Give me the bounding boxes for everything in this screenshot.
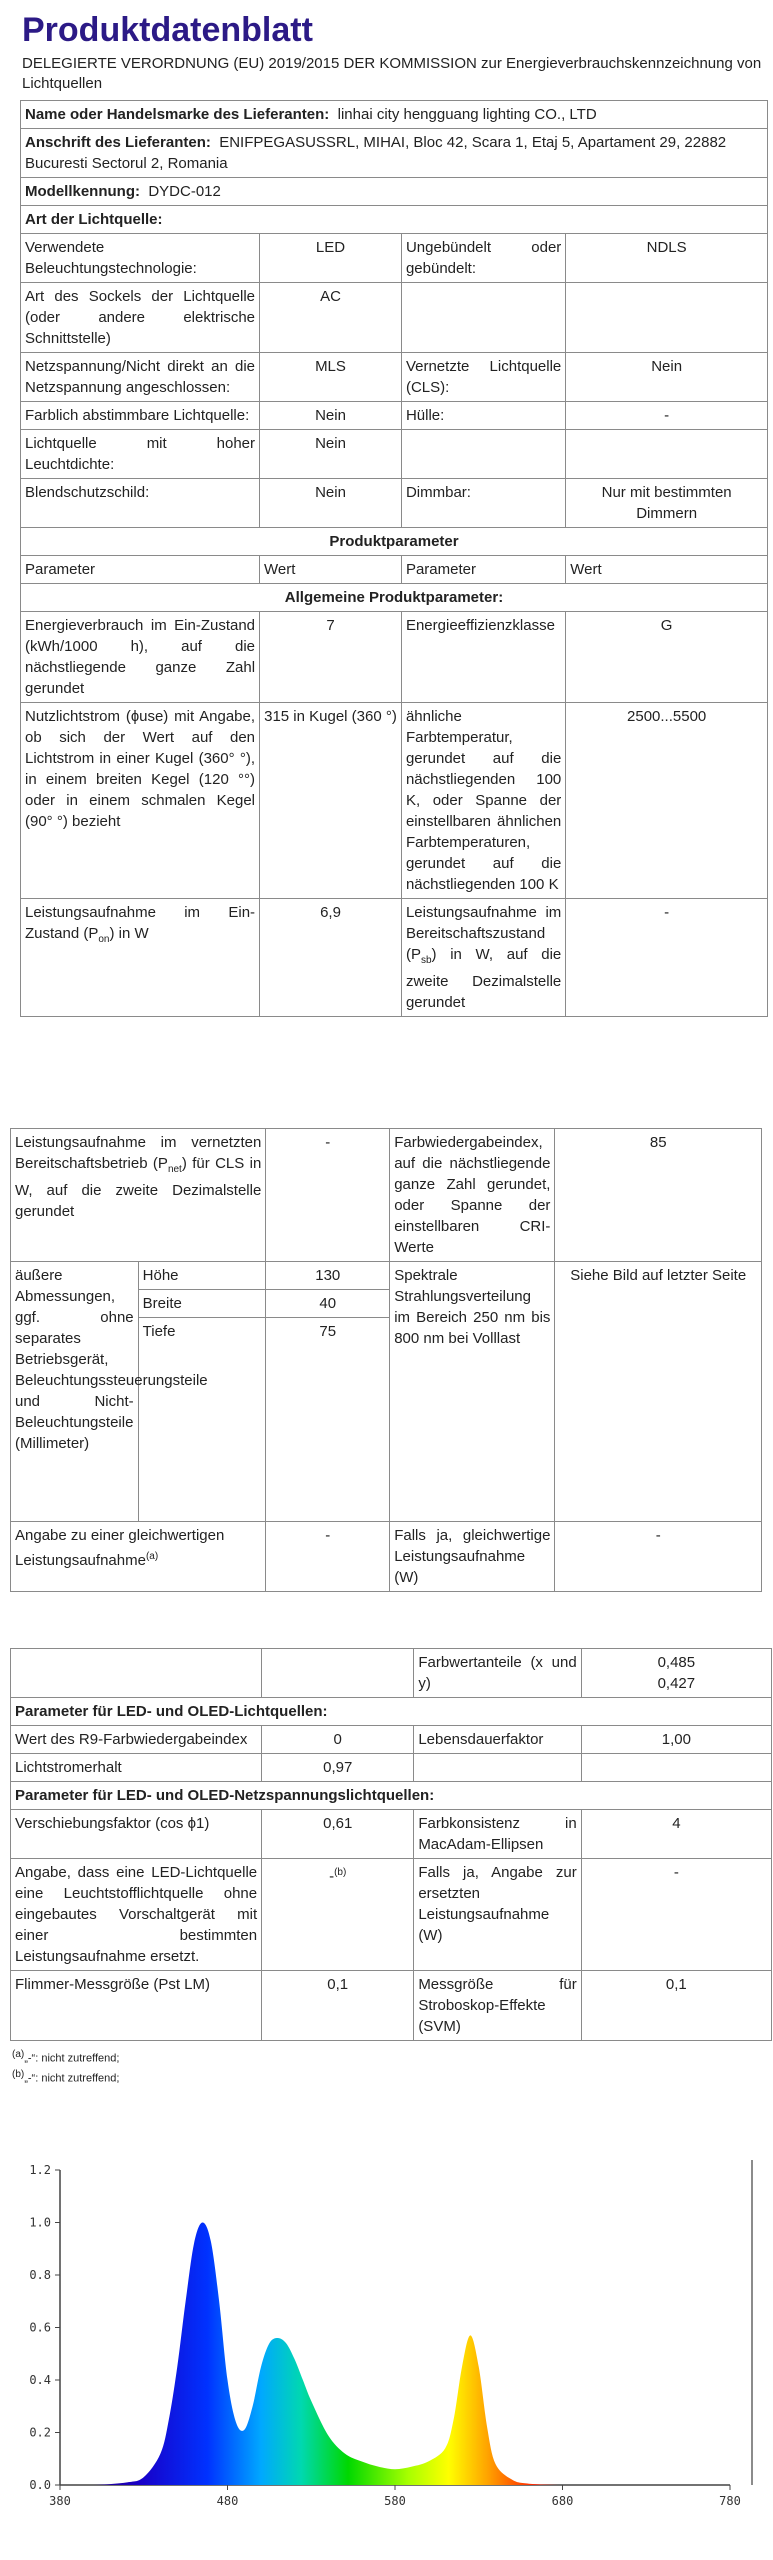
table-row: Verschiebungsfaktor (cos ϕ1) 0,61 Farbkonsistenz in MacAdam-Ellipsen 4 [11,1810,772,1859]
spectrum-svg [0,2125,773,2555]
mains-params-heading: Parameter für LED- und OLED-Netzspannungslichtquellen: [11,1782,772,1810]
product-sheet [20,6,768,1017]
table-row: Art des Sockels der Lichtquelle (oder andere elektrische Schnittstelle) AC [21,283,768,353]
general-params-heading: Allgemeine Produktparameter: [21,584,768,612]
table-row: Farblich abstimmbare Lichtquelle: Nein Hülle: - [21,402,768,430]
y-tick-label: 0.0 [29,2478,51,2492]
y-tick-label: 0.4 [29,2373,51,2387]
table-row: Blendschutzschild: Nein Dimmbar: Nur mit bestimmten Dimmern [21,479,768,528]
product-params-heading: Produktparameter [21,528,768,556]
info-table [20,100,768,1017]
model-row: Modellkennung: DYDC-012 [21,178,768,206]
x-tick-label: 580 [384,2494,406,2508]
table-row: Lichtstromerhalt 0,97 [11,1754,772,1782]
y-tick-label: 0.8 [29,2268,51,2282]
y-tick-label: 0.6 [29,2320,51,2335]
table-row: Angabe zu einer gleichwertigen Leistungsaufnahme$^{(a)}$ - Falls ja, gleichwertige Leistungsaufnahme (W) - [11,1522,762,1592]
x-tick-label: 680 [551,2494,574,2508]
y-tick-label: 1.2 [29,2163,51,2177]
table-row: Leistungsaufnahme im Ein-Zustand $(P_{on})$ in W 6,9 Leistungsaufnahme im Bereitschaftszustand $(P_{sb})$ in W, auf die zweite Dezimalstelle gerundet - [21,899,768,1017]
table-row: Farbwertanteile (x und y) 0,485 0,427 [11,1649,772,1698]
x-tick-label: 780 [719,2494,741,2508]
lightsource-type-heading: Art der Lichtquelle: [21,206,768,234]
table-row: Leistungsaufnahme im vernetzten Bereitschaftsbetrieb $(P_{net})$ für CLS in W, auf die zweite Dezimalstelle gerundet - Farbwiedergabeindex, auf die nächstliegende ganze Zahl gerundet, oder Spanne der einstellbaren CRI-Werte 85 [11,1129,762,1262]
table-row: Tiefe 75 [11,1318,762,1522]
page-title: Produktdatenblatt [22,11,313,49]
table-row: Angabe, dass eine LED-Lichtquelle eine Leuchtstofflichtquelle ohne eingebautes Vorschaltgerät mit einer bestimmten Leistungsaufnahme ersetzt. -$^{(b)}$ Falls ja, Angabe zur ersetzten Leistungsaufnahme (W) - [11,1859,772,1971]
supplier-address-row: Anschrift des Lieferanten: ENIFPEGASUSSRL, MIHAI, Bloc 42, Scara 1, Etaj 5, Apartament 29, 22882 Bucuresti Sectorul 2, Romania [21,129,768,178]
x-tick-label: 480 [216,2494,239,2508]
y-tick-label: 1.0 [29,2215,51,2230]
params-table-3 [10,1648,772,2086]
table-row: äußere Abmessungen, ggf. ohne separates Betriebsgerät, Beleuchtungssteuerungsteile und Nicht-Beleuchtungsteile (Millimeter) Höhe 130 Spektrale Strahlungsverteilung im Bereich 250 nm bis 800 nm bei Volllast Siehe Bild auf letzter Seite [11,1262,762,1290]
table-row: Nutzlichtstrom (ɸuse) mit Angabe, ob sich der Wert auf den Lichtstrom in einer Kugel (360° °), in einem breiten Kegel (120 °°) oder in einem schmalen Kegel (90° °) bezieht 315 in Kugel (360 °) ähnliche Farbtemperatur, gerundet auf die nächstliegenden 100 K, oder Spanne der einstellbaren ähnlichen Farbtemperaturen, gerundet auf die nächstliegenden 100 K 2500...5500 [21,703,768,899]
table-row: Verwendete Beleuchtungstechnologie: LED Ungebündelt oder gebündelt: NDLS [21,234,768,283]
table-header-row: Parameter Wert Parameter Wert [21,556,768,584]
spectrum-chart [0,2125,773,2555]
table-row: Breite 40 [11,1290,762,1318]
table-row: Wert des R9-Farbwiedergabeindex 0 Lebensdauerfaktor 1,00 [11,1726,772,1754]
table-row: Lichtquelle mit hoher Leuchtdichte: Nein [21,430,768,479]
led-params-heading: Parameter für LED- und OLED-Lichtquellen: [11,1698,772,1726]
params-table-2 [10,1128,762,1592]
x-tick-label: 380 [49,2494,71,2508]
supplier-name-row: Name oder Handelsmarke des Lieferanten: linhai city hengguang lighting CO., LTD [21,101,768,129]
table-row: Flimmer-Messgröße (Pst LM) 0,1 Messgröße für Stroboskop-Effekte (SVM) 0,1 [11,1971,772,2041]
table-row: Energieverbrauch im Ein-Zustand (kWh/1000 h), auf die nächstliegende ganze Zahl gerundet 7 Energieeffizienzklasse G [21,612,768,703]
spectrum-area [60,2222,730,2485]
footnote-b: $^{(b)}$„-“: nicht zutreffend; [12,2068,120,2085]
footnote-a: $^{(a)}$„-“: nicht zutreffend; [12,2049,120,2065]
page-subtitle: DELEGIERTE VERORDNUNG (EU) 2019/2015 DER KOMMISSION zur Energieverbrauchskennzeichnung von Lichtquellen [22,55,762,92]
table-row: Netzspannung/Nicht direkt an die Netzspannung angeschlossen: MLS Vernetzte Lichtquelle (CLS): Nein [21,353,768,402]
y-tick-label: 0.2 [29,2425,51,2440]
